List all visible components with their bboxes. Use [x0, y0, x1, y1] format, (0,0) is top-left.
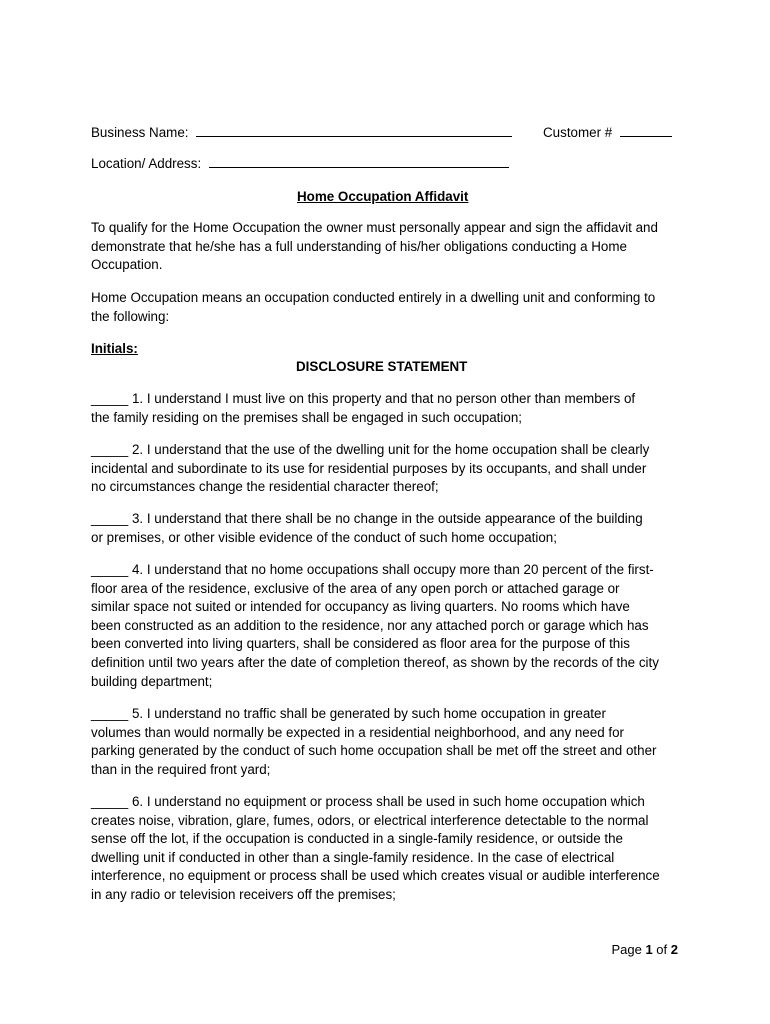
- line-text: Occupation.: [91, 257, 163, 273]
- initials-blank[interactable]: _____: [91, 794, 129, 809]
- line-text: sense off the lot, if the occupation is conducted in a single-family residence, or outside the: [91, 831, 623, 847]
- text-line: [91, 793, 691, 812]
- text-line: [91, 219, 691, 238]
- initials-blank[interactable]: _____: [91, 562, 129, 577]
- line-text: been converted into living quarters, shall be considered as floor area for the purpose of this: [91, 636, 630, 652]
- text-line: [91, 724, 691, 743]
- line-text: 1. I understand I must live on this property and that no person other than members of: [128, 391, 636, 406]
- text-line: [91, 673, 691, 692]
- intro-paragraph: [91, 219, 691, 275]
- page-word: Page: [611, 942, 646, 957]
- customer-number-label: Customer #: [543, 125, 613, 140]
- line-text: Home Occupation means an occupation conducted entirely in a dwelling unit and conforming to: [91, 290, 656, 305]
- customer-number-field[interactable]: [620, 124, 672, 137]
- text-line: [91, 761, 691, 780]
- text-line: [91, 561, 691, 580]
- text-line: [91, 478, 691, 497]
- initials-blank[interactable]: _____: [91, 391, 129, 406]
- text-line: [91, 460, 691, 479]
- text-line: [91, 289, 691, 308]
- location-address-field[interactable]: [209, 155, 509, 168]
- text-line: [91, 256, 691, 275]
- text-line: [91, 529, 691, 548]
- page-total: 2: [670, 942, 678, 957]
- business-name-row: [91, 124, 512, 143]
- line-text: volumes than would normally be expected in a residential neighborhood, and any need for: [91, 724, 624, 740]
- text-line: [91, 598, 691, 617]
- text-line: [91, 742, 691, 761]
- text-line: [91, 617, 691, 636]
- line-text: dwelling unit if conducted in other than a single-family residence. In the case of electrical: [91, 849, 615, 865]
- page-current: 1: [645, 942, 653, 957]
- line-text: been constructed as an addition to the residence, nor any attached porch or garage which has: [91, 617, 649, 633]
- text-line: [91, 867, 691, 886]
- text-line: [91, 886, 691, 905]
- disclosure-item-2: [91, 441, 691, 497]
- definition-paragraph: [91, 289, 691, 326]
- line-text: 3. I understand that there shall be no change in the outside appearance of the building: [128, 511, 643, 526]
- disclosure-item-4: [91, 561, 691, 691]
- text-line: [91, 849, 691, 868]
- page-of: of: [652, 942, 671, 957]
- line-text: 4. I understand that no home occupations shall occupy more than 20 percent of the first-: [128, 562, 654, 577]
- page-number: [611, 942, 678, 957]
- business-name-label: Business Name:: [91, 125, 189, 140]
- line-text: 5. I understand no traffic shall be generated by such home occupation in greater: [128, 706, 606, 721]
- location-address-row: [91, 155, 509, 174]
- initials-label: Initials:: [91, 341, 138, 356]
- text-line: [91, 635, 691, 654]
- line-text: building department;: [91, 673, 213, 689]
- text-line: [91, 390, 691, 409]
- text-line: [91, 510, 691, 529]
- initials-blank[interactable]: _____: [91, 442, 129, 457]
- disclosure-item-1: [91, 390, 691, 427]
- text-line: [91, 705, 691, 724]
- line-text: than in the required front yard;: [91, 761, 271, 777]
- text-line: [91, 654, 691, 673]
- line-text: demonstrate that he/she has a full understanding of his/her obligations conducting a Home: [91, 238, 627, 254]
- line-text: To qualify for the Home Occupation the owner must personally appear and sign the affidavit and: [91, 220, 658, 235]
- customer-number-row: [543, 124, 672, 143]
- line-text: incidental and subordinate to its use for residential purposes by its occupants, and shall under: [91, 460, 647, 476]
- text-line: [91, 580, 691, 599]
- initials-blank[interactable]: _____: [91, 706, 129, 721]
- line-text: the following:: [91, 308, 170, 324]
- line-text: floor area of the residence, exclusive of the area of any open porch or attached garage or: [91, 580, 620, 596]
- disclosure-item-3: [91, 510, 691, 547]
- text-line: [91, 409, 691, 428]
- text-line: [91, 441, 691, 460]
- disclosure-heading: DISCLOSURE STATEMENT: [296, 359, 468, 374]
- line-text: definition until two years after the date of completion thereof, as shown by the records of the city: [91, 654, 659, 670]
- disclosure-item-6: [91, 793, 691, 905]
- line-text: 2. I understand that the use of the dwelling unit for the home occupation shall be clearly: [128, 442, 650, 457]
- line-text: in any radio or television receivers off the premises;: [91, 886, 396, 902]
- location-address-label: Location/ Address:: [91, 156, 202, 171]
- line-text: no circumstances change the residential character thereof;: [91, 479, 439, 495]
- business-name-field[interactable]: [196, 124, 512, 137]
- line-text: interference, no equipment or process shall be used which creates visual or audible interference: [91, 868, 660, 884]
- page-title: Home Occupation Affidavit: [297, 189, 469, 204]
- line-text: or premises, or other visible evidence of the conduct of such home occupation;: [91, 529, 557, 545]
- text-line: [91, 812, 691, 831]
- line-text: similar space not suited or intended for occupancy as living quarters. No rooms which have: [91, 599, 630, 615]
- disclosure-item-5: [91, 705, 691, 779]
- line-text: 6. I understand no equipment or process shall be used in such home occupation which: [128, 794, 645, 809]
- line-text: the family residing on the premises shall be engaged in such occupation;: [91, 409, 522, 425]
- text-line: [91, 238, 691, 257]
- text-line: [91, 308, 691, 327]
- line-text: creates noise, vibration, glare, fumes, odors, or electrical interference detectable to the normal: [91, 812, 649, 828]
- text-line: [91, 830, 691, 849]
- initials-blank[interactable]: _____: [91, 511, 129, 526]
- line-text: parking generated by the conduct of such home occupation shall be met off the street and other: [91, 743, 657, 759]
